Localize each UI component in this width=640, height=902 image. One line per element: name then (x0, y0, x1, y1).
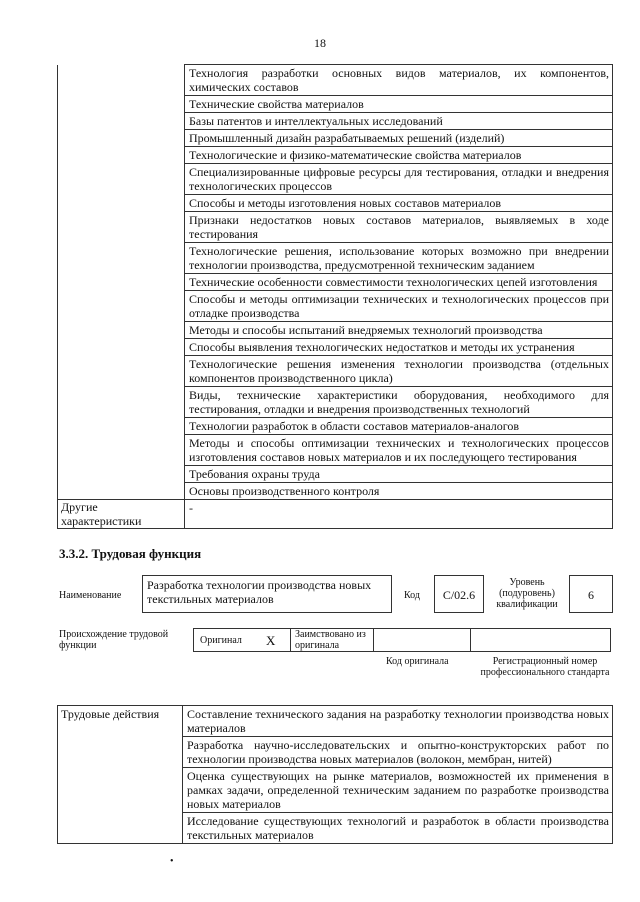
reg-number-label: Регистрационный номер профессионального стандарта (480, 656, 610, 678)
footer-mark: • (170, 856, 174, 867)
table-row (58, 500, 613, 529)
knowledge-item: Способы и методы изготовления новых составов материалов (185, 195, 613, 212)
labor-action-item: Оценка существующих на рынке материалов, возможностей их применения в рамках задачи, определенной техническим заданием по разработке производства новых материалов (183, 768, 613, 813)
borrowed-label: Заимствовано из оригинала (295, 629, 366, 651)
page-number: 18 (314, 36, 326, 50)
other-characteristics-value: - (185, 500, 613, 529)
level-value: 6 (569, 575, 613, 613)
labor-actions-label: Трудовые действия (58, 706, 183, 844)
origin-box (193, 628, 611, 652)
table-row (58, 65, 613, 96)
knowledge-item: Специализированные цифровые ресурсы для тестирования, отладки и внедрения технологических процессов (185, 164, 613, 195)
knowledge-item: Требования охраны труда (185, 466, 613, 483)
code-value: C/02.6 (434, 575, 484, 613)
labor-actions-table (57, 705, 613, 844)
knowledge-table (57, 64, 613, 529)
code-label: Код (404, 590, 420, 601)
knowledge-item: Технология разработки основных видов материалов, их компонентов, химических составов (185, 65, 613, 96)
knowledge-item: Виды, технические характеристики оборудования, необходимого для тестирования, отладки и внедрения производственных технологий (185, 387, 613, 418)
origin-label: Происхождение трудовой функции (59, 629, 169, 651)
knowledge-item: Методы и способы оптимизации технических и технологических процессов изготовления составов новых материалов и их последующего тестирования (185, 435, 613, 466)
knowledge-item: Технологические решения, использование которых возможно при внедрении технологии производства, предусмотренной техническим заданием (185, 243, 613, 274)
knowledge-item: Основы производственного контроля (185, 483, 613, 500)
function-name-value: Разработка технологии производства новых текстильных материалов (142, 575, 392, 613)
knowledge-item: Признаки недостатков новых составов материалов, выявляемых в ходе тестирования (185, 212, 613, 243)
knowledge-item: Промышленный дизайн разрабатываемых решений (изделий) (185, 130, 613, 147)
function-name-label: Наименование (59, 590, 122, 601)
knowledge-item: Технологические и физико-математические свойства материалов (185, 147, 613, 164)
knowledge-item: Технологические решения изменения технологии производства (отдельных компонентов производственного цикла) (185, 356, 613, 387)
knowledge-label-cell (58, 65, 185, 500)
knowledge-item: Способы и методы оптимизации технических и технологических процессов при отладке производства (185, 291, 613, 322)
knowledge-item: Технические свойства материалов (185, 96, 613, 113)
knowledge-item: Методы и способы испытаний внедряемых технологий производства (185, 322, 613, 339)
other-characteristics-label: Другие характеристики (58, 500, 185, 529)
knowledge-item: Технологии разработок в области составов материалов-аналогов (185, 418, 613, 435)
origin-divider-2 (470, 628, 471, 652)
knowledge-item: Базы патентов и интеллектуальных исследований (185, 113, 613, 130)
original-mark: X (266, 633, 276, 648)
labor-action-item: Разработка научно-исследовательских и опытно-конструкторских работ по технологии производства новых материалов (волокон, мембран, нитей) (183, 737, 613, 768)
labor-action-item: Составление технического задания на разработку технологии производства новых материалов (183, 706, 613, 737)
knowledge-item: Технические особенности совместимости технологических цепей изготовления (185, 274, 613, 291)
original-label: Оригинал (200, 635, 242, 646)
labor-action-item: Исследование существующих технологий и разработок в области производства текстильных материалов (183, 813, 613, 844)
level-label: Уровень (подуровень) квалификации (496, 577, 558, 610)
knowledge-item: Способы выявления технологических недостатков и методы их устранения (185, 339, 613, 356)
table-row (58, 706, 613, 737)
code-original-label: Код оригинала (386, 656, 449, 667)
section-title: 3.3.2. Трудовая функция (59, 546, 202, 561)
